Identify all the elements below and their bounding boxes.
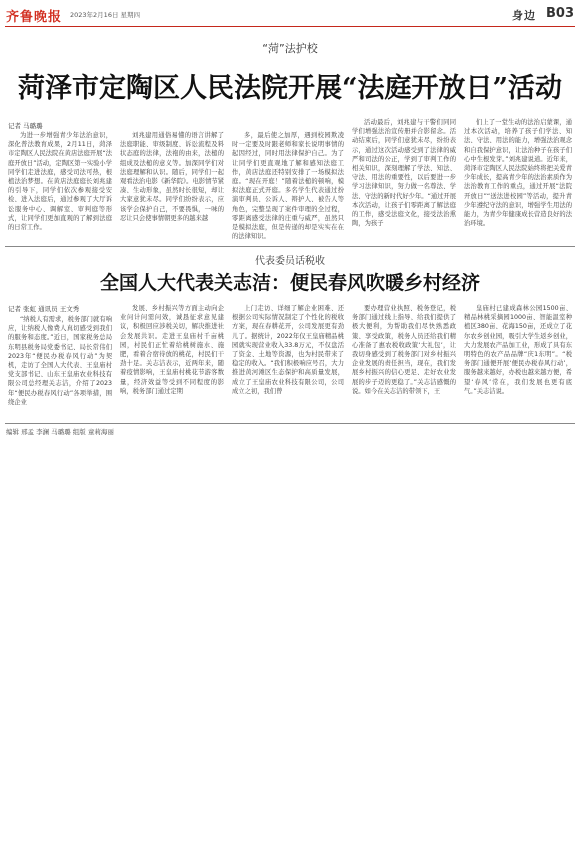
section-name: 身边 bbox=[512, 9, 536, 22]
article2-column-3: 上门走访、详细了解企业困难、还根据公司实际情况制定了个性化的税收方案，现在春耕花开，公司发展更有劲儿了。据统计，2022年仅王皇庙精品桃园就实现营业收入33.8万元，不仅盘活了资金、土地等资源，也为村民带来了稳定的收入。“我们积极响应号召，大力推进黄河滩区生态保护和高质量发展，成立了王皇庙农业科技有限公司，公司成立之初，我们曾 bbox=[232, 305, 344, 395]
article1-column-5: 们上了一堂生动的法治启蒙课，通过本次活动，培养了孩子们学法、知法、守法、用法的能力，增强法治观念和自我保护意识，让法治种子在孩子们心中生根发芽。”刘兆建说道。近年来，菏泽市定陶区人民法院始终将把关爱青少年成长，提高青少年的法治素质作为法治教育工作的重点，通过开展“法院开放日”“送法进校园”等活动，提升青少年遵纪守法的意识，增强学生用法的能力，为青少年健康成长营造良好的法治环境。 bbox=[464, 119, 572, 228]
page-header bbox=[0, 0, 580, 32]
article2-kicker: 代表委员话税收 bbox=[255, 256, 325, 267]
newspaper-masthead: 齐鲁晚报 bbox=[6, 10, 63, 25]
article1-column-4: 活动最后，刘兆建与干警们同同学们增强法治宣传册并合影留念。活动结束后，同学们意犹未尽，纷纷表示，通过这次活动感受到了法律的威严和司法的公正，学到了审判工作的相关知识，深刻理解了学法、知法、守法、用法的重要性，以后要进一步学习法律知识，努力做一名尊法、学法、守法的新时代好少年。“通过开展本次活动，让孩子们零距离了解法庭的工作，感受法庭文化，接受法治熏陶，为孩子 bbox=[352, 119, 456, 228]
article2-column-5: 皇庙村已建成森林公园1500亩、精品林桃采摘园1000亩、智能温室种植区380亩、花海150亩，还成立了花尔农乡创业园，吸引大学生返乡创业，大力发展农产品加工业，形成了具有东明特色的农产品品牌“庆1东明”。“税务部门通便开展‘便民办税春风行动’，服务越来越好，办税也越来越方便，希望‘春风’常在，我们发展也更有底气。”关志洁说。 bbox=[464, 305, 572, 395]
article2-headline: 全国人大代表关志洁：便民春风吹暖乡村经济 bbox=[99, 272, 480, 294]
article-divider bbox=[5, 246, 575, 247]
article1-headline: 菏泽市定陶区人民法院开展“法庭开放日”活动 bbox=[17, 73, 563, 104]
article1-column-3: 多，最后使之加厚，遇到校园欺凌时一定要及时跟老师和家长说明事情的起因经过，同时用法律保护自己。为了让同学们更直观地了解和感知法庭工作，黄店法庭还特别安排了一场模拟法庭。“现在开庭！”随着法槌的顿响，模拟法庭正式开庭。多名学生代表通过扮演审判员、公诉人、辩护人、被告人等角色，完整呈现了案件审理的全过程，零距离感受法律的庄重与威严，虽然只是模拟法庭，但是传递的却是实实在在的法律知识。 bbox=[232, 132, 344, 241]
editor-credits: 编辑 邢孟 李澜 马璐璐 组版 童莉海丽 bbox=[6, 428, 114, 436]
header-rule bbox=[5, 26, 575, 27]
article2-column-1: “纳税人有需求，税务部门就有响应，让纳税人像费人真切感受到我们的服务和态度。”近日，国家税务总局东明县税务局党委书记、局长常伟们2023年“便民办税春风行动”为契机，走访了全国人大代表、王皇庙村党支部书记、山东王皇庙农业科技有限公司总经理关志洁，介绍了2023年“便民办税春风行动”各项举措，围绕企业 bbox=[8, 316, 112, 406]
article2-column-2: 发展、乡村振兴等方面主动向企业问计问需问效，诚恳征求意见建议，积极回应涉税关切，解决推进社会发展共识。走进王皇庙村千亩桃园，村民们正忙着给桃树施水、施肥，看着合宿待放的桃花，村民们干劲十足。关志洁表示，近两年来，随着疫情影响，王皇庙村桃花节游客数量，经济效益等受到不同程度的影响，税务部门通过定期 bbox=[120, 305, 224, 395]
article2-byline: 记者 张虹 通讯员 王文秀 bbox=[8, 305, 80, 313]
article1-kicker: “菏”法护校 bbox=[262, 42, 318, 55]
footer-rule bbox=[5, 423, 575, 424]
article1-byline: 记者 马璐璐 bbox=[8, 122, 43, 130]
article1-column-1: 为进一步增强青少年法治意识，深化普法教育成果，2月11日，菏泽市定陶区人民法院在黄店法庭开展“法庭开放日”活动，定陶区第一实验小学同学们走进法庭，感受司法可热，根植法治梦想。在黄店法庭庭长刘兆建的引导下，同学们依次参观接受安检、进入法庭后，通过参观了大厅诉讼服务中心、调解室、审判庭等形式，让同学们更加直观的了解到法庭的日常工作。 bbox=[8, 132, 112, 232]
publication-date: 2023年2月16日 星期四 bbox=[70, 11, 141, 19]
page-number: B03 bbox=[546, 6, 574, 21]
article2-column-4: 要办理营业执照、税务登记，税务部门通过线上指导、给我们提供了极大便利，为帮助我们尽快熟悉政策、享受政策，税务人员还给我们精心准备了惠农税收政策‘大礼包’，让我切身感受到了税务部门对乡村振兴企业发展的责任担当，现在，我们发展乡村振兴的信心更足、走好农业发展的步子迈的更稳了。”关志洁感慨的说。如今在关志洁的带领下，王 bbox=[352, 305, 456, 395]
article1-column-2: 刘兆建用通俗易懂的语言讲解了法庭职能、审级制度、诉讼流程及料状态庭的法律，法袍的由来，法槌的组成及法槌的意义等。加深同学们对法庭理解和认识。随后，同学们一起观看法治电影《新华院》。电影情节紧凑、生动形象，虽然时长很短，却让大家意犹未尽。同学们纷纷表示，应该学会保护自己，不要畏惧，一味的忍让只会使事情朝更多的越来越 bbox=[120, 132, 224, 222]
